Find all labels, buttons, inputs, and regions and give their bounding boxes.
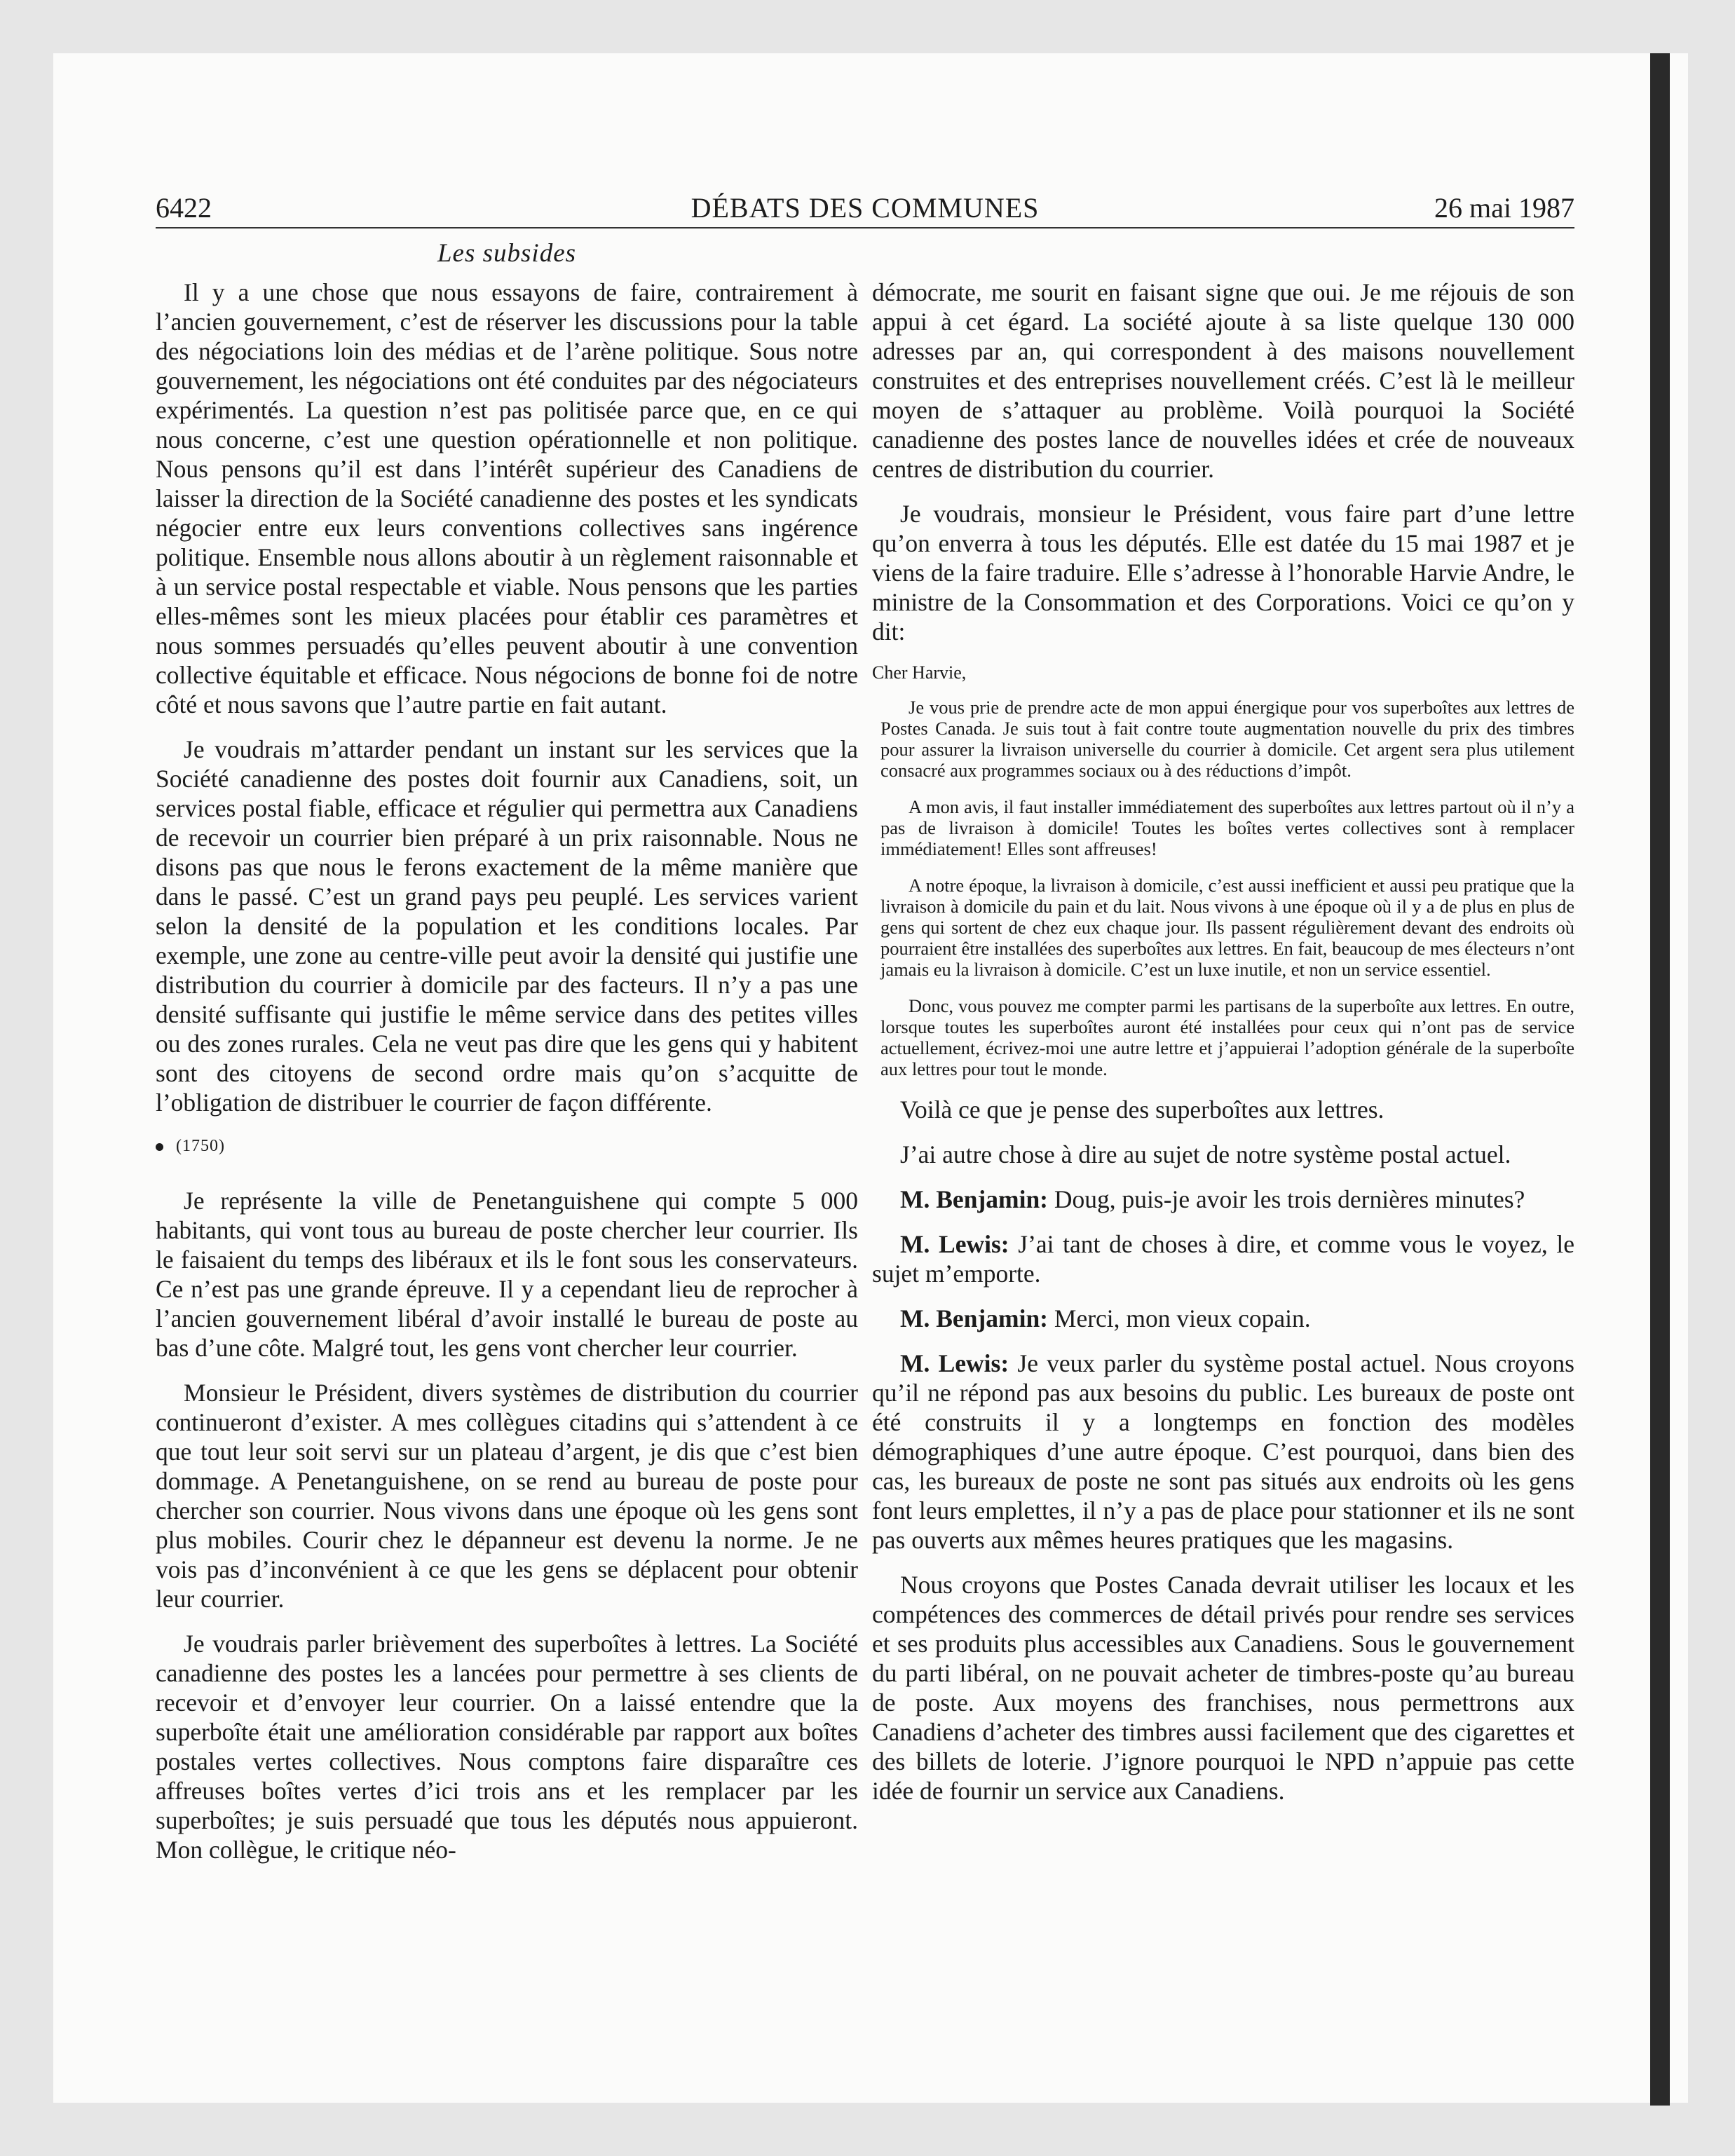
page-header (156, 188, 1574, 228)
page-date: 26 mai 1987 (1434, 192, 1574, 224)
paragraph: démocrate, me sourit en faisant signe que oui. Je me réjouis de son appui à cet égard. La société ajoute à sa liste quelque 130 000 adresses par an, qui correspondent à des maisons nouvellement construites et des entreprises nouvellement créés. C’est là le meilleur moyen de s’attaquer au problème. Voilà pourquoi la Société canadienne des postes lance de nouvelles idées et crée de nouveaux centres de distribution du courrier. (872, 278, 1574, 483)
paragraph: Je voudrais, monsieur le Président, vous faire part d’une lettre qu’on enverra à tous les députés. Elle est datée du 15 mai 1987 et je viens de la faire traduire. Elle s’adresse à l’honorable Harvie Andre, le ministre de la Consommation et des Corporations. Voici ce qu’on y dit: (872, 500, 1574, 646)
paragraph: J’ai autre chose à dire au sujet de notre système postal actuel. (900, 1140, 1511, 1168)
letter-paragraph: A mon avis, il faut installer immédiatement des superboîtes aux lettres partout où il n’y a pas de livraison à domicile! Toutes les boîtes vertes collectives sont à remplacer immédiatement! Elles sont affreuses! (880, 796, 1574, 859)
section-title: Les subsides (437, 239, 577, 268)
paragraph: Je voudrais parler brièvement des superboîtes à lettres. La Société canadienne des postes les a lancées pour permettre à ses clients de recevoir et d’envoyer leur courrier. On a laissé entendre que la superboîte était une amélioration considérable par rapport aux boîtes postales vertes collectives. Nous comptons faire disparaître ces affreuses boîtes vertes d’ici trois ans et les remplacer par les superboîtes; je suis persuadé que tous les députés nous appuieront. Mon collègue, le critique néo- (156, 1630, 858, 1864)
speaker-name: M. Lewis: (900, 1349, 1009, 1377)
letter-paragraph: A notre époque, la livraison à domicile, c’est aussi inefficient et aussi peu pratique que la livraison à domicile du pain et du lait. Nous vivons à une époque où il y a de plus en plus de gens qui sortent de chez eux chaque jour. Ils passent régulièrement devant des endroits où pourraient être installées des superboîtes aux lettres. En fait, beaucoup de mes électeurs n’ont jamais eu la livraison à domicile. C’est un luxe inutile, et non un service essentiel. (880, 875, 1574, 980)
speaker-turn (872, 1349, 1574, 1555)
speaker-name: M. Lewis: (900, 1230, 1009, 1258)
speaker-turn (872, 1185, 1574, 1214)
paragraph: Je représente la ville de Penetanguishene qui compte 5 000 habitants, qui vont tous au bureau de poste chercher leur courrier. Ils le faisaient du temps des libéraux et ils le font sous les conservateurs. Ce n’est pas une grande épreuve. Il y a cependant lieu de reprocher à l’ancien gouvernement libéral d’avoir installé le bureau de poste au bas d’une côte. Malgré tout, les gens vont chercher leur courrier. (156, 1187, 858, 1362)
letter-paragraph: Je vous prie de prendre acte de mon appui énergique pour vos superboîtes aux lettres de Postes Canada. Je suis tout à fait contre toute augmentation nouvelle du prix des timbres pour assurer la livraison universelle du courrier à domicile. Cet argent sera plus utilement consacré aux programmes sociaux ou à des réductions d’impôt. (880, 697, 1574, 781)
bullet-dot-icon (156, 1143, 163, 1151)
speaker-text: Merci, mon vieux copain. (1048, 1304, 1311, 1332)
speaker-text: Je veux parler du système postal actuel. Nous croyons qu’il ne répond pas aux besoins du public. Les bureaux de poste ont été construits il y a longtemps en fonction des modèles démographiques d’une autre époque. C’est pourquoi, dans bien des cas, les bureaux de poste ne sont pas situés aux endroits où les gens font leurs emplettes, il n’y a pas de place pour stationner et ils ne sont pas ouverts aux mêmes heures pratiques que les magasins. (872, 1349, 1574, 1554)
letter-paragraph: Donc, vous pouvez me compter parmi les partisans de la superboîte aux lettres. En outre, lorsque toutes les superboîtes auront été installées pour ceux qui n’ont pas de service actuellement, écrivez-moi une autre lettre et j’appuierai l’adoption générale de la superboîte aux lettres pour tout le monde. (880, 995, 1574, 1079)
speaker-name: M. Benjamin: (900, 1304, 1049, 1332)
scan-edge-bar (1650, 53, 1670, 2106)
paragraph: Monsieur le Président, divers systèmes de distribution du courrier continueront d’exister. A mes collègues citadins qui s’attendent à ce que tout leur soit servi sur un plateau d’argent, je dis que c’est bien dommage. A Penetanguishene, on se rend au bureau de poste pour chercher son courrier. Nous vivons dans une époque où les gens sont plus mobiles. Courir chez le dépanneur est devenu la norme. Je ne vois pas d’inconvénient à ce que les gens se déplacent pour obtenir leur courrier. (156, 1379, 858, 1613)
speaker-name: M. Benjamin: (900, 1185, 1049, 1213)
speaker-turn (872, 1229, 1574, 1288)
publication-title: DÉBATS DES COMMUNES (690, 192, 1040, 224)
paragraph: Je voudrais m’attarder pendant un instant sur les services que la Société canadienne des postes doit fournir aux Canadiens, soit, un services postal fiable, efficace et régulier qui permettra aux Canadiens de recevoir un courrier bien préparé à un prix raisonnable. Nous ne disons pas que nous le ferons exactement de la même manière que dans le passé. C’est un grand pays peu peuplé. Les services varient selon la densité de la population et les conditions locales. Par exemple, une zone au centre-ville peut avoir la densité qui justifie une distribution du courrier à domicile par des facteurs. Il n’y a pas une densité suffisante qui justifie le même service dans des petites villes ou des zones rurales. Cela ne veut pas dire que les gens qui y habitent sont des citoyens de second ordre mais qu’on s’acquitte de l’obligation de distribuer le courrier de façon différente. (156, 735, 858, 1117)
paragraph: Il y a une chose que nous essayons de faire, contrairement à l’ancien gouvernement, c’est de réserver les discussions pour la table des négociations loin des médias et de l’arène politique. Sous notre gouvernement, les négociations ont été conduites par des négociateurs expérimentés. La question n’est pas politisée parce que, en ce qui nous concerne, c’est une question opérationnelle et non politique. Nous pensons qu’il est dans l’intérêt supérieur des Canadiens de laisser la direction de la Société canadienne des postes et les syndicats négocier entre eux leurs conventions collectives sans ingérence politique. Ensemble nous allons aboutir à un règlement raisonnable et à un service postal respectable et viable. Nous pensons que les parties elles-mêmes sont les mieux placées pour établir ces paramètres et nous sommes persuadés qu’elles peuvent aboutir à une convention collective équitable et efficace. Nous négocions de bonne foi de notre côté et nous savons que l’autre partie en fait autant. (156, 278, 858, 718)
right-column (872, 278, 1574, 1821)
speaker-text: Doug, puis-je avoir les trois dernières minutes? (1048, 1185, 1525, 1213)
time-marker (156, 1135, 858, 1157)
time-marker-label: (1750) (176, 1137, 225, 1155)
page-number: 6422 (156, 192, 212, 224)
speaker-text: J’ai tant de choses à dire, et comme vous le voyez, le sujet m’emporte. (872, 1230, 1574, 1288)
paragraph: Voilà ce que je pense des superboîtes aux lettres. (900, 1096, 1384, 1124)
speaker-turn (872, 1304, 1574, 1333)
letter-salutation: Cher Harvie, (872, 662, 967, 683)
left-column (156, 278, 858, 1880)
paragraph: Nous croyons que Postes Canada devrait utiliser les locaux et les compétences des commerces de détail privés pour rendre ses services et ses produits plus accessibles aux Canadiens. Sous le gouvernement du parti libéral, on ne pouvait acheter de timbres-poste qu’au bureau de poste. Aux moyens des franchises, nous permettrons aux Canadiens d’acheter des timbres aussi facilement que des cigarettes et des billets de loterie. J’ignore pourquoi le NPD n’appuie pas cette idée de fournir un service aux Canadiens. (872, 1571, 1574, 1805)
